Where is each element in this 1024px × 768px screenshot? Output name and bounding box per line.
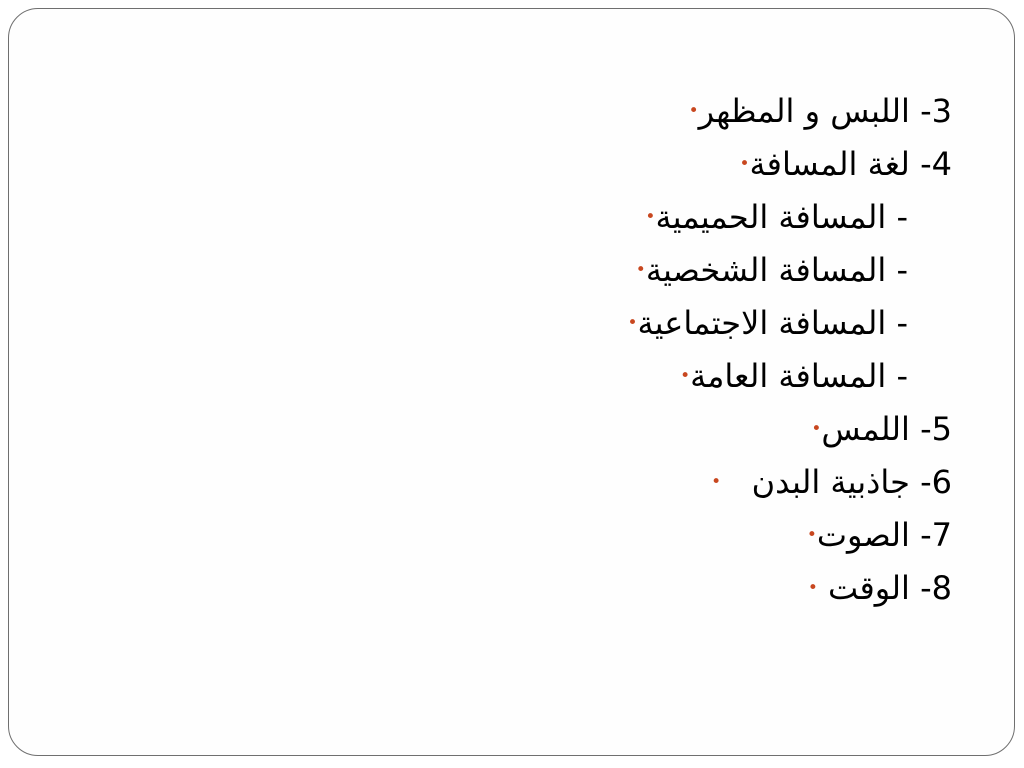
list-item-text: - المسافة الاجتماعية xyxy=(637,303,908,342)
bullet-icon: • xyxy=(806,524,817,545)
list-item-text: - المسافة الحميمية xyxy=(655,197,908,236)
list-item-text: 5- اللمس xyxy=(821,409,952,448)
bullet-list xyxy=(613,84,952,614)
list-item-text: 4- لغة المسافة xyxy=(749,144,952,183)
bullet-icon: • xyxy=(811,418,822,439)
slide-frame xyxy=(8,8,1015,756)
list-item-text: - المسافة الشخصية xyxy=(645,250,908,289)
list-item xyxy=(613,296,952,349)
list-item xyxy=(613,508,952,561)
list-item-text: 6- جاذبية البدن xyxy=(721,462,952,501)
list-item xyxy=(613,455,952,508)
bullet-icon: • xyxy=(688,100,699,121)
list-item xyxy=(613,349,952,402)
list-item xyxy=(613,84,952,137)
bullet-icon: • xyxy=(645,206,656,227)
bullet-icon: • xyxy=(627,312,638,333)
list-item-text: - المسافة العامة xyxy=(690,356,908,395)
bullet-icon: • xyxy=(739,153,750,174)
list-item xyxy=(613,402,952,455)
list-item xyxy=(613,190,952,243)
list-item-text: 7- الصوت xyxy=(816,515,952,554)
bullet-icon: • xyxy=(711,471,722,492)
bullet-icon: • xyxy=(680,365,691,386)
list-item xyxy=(613,243,952,296)
bullet-icon: • xyxy=(807,577,818,598)
list-item xyxy=(613,561,952,614)
bullet-icon: • xyxy=(635,259,646,280)
list-item-text: 3- اللبس و المظهر xyxy=(698,91,952,130)
list-item-text: 8- الوقت xyxy=(817,568,952,607)
list-item xyxy=(613,137,952,190)
